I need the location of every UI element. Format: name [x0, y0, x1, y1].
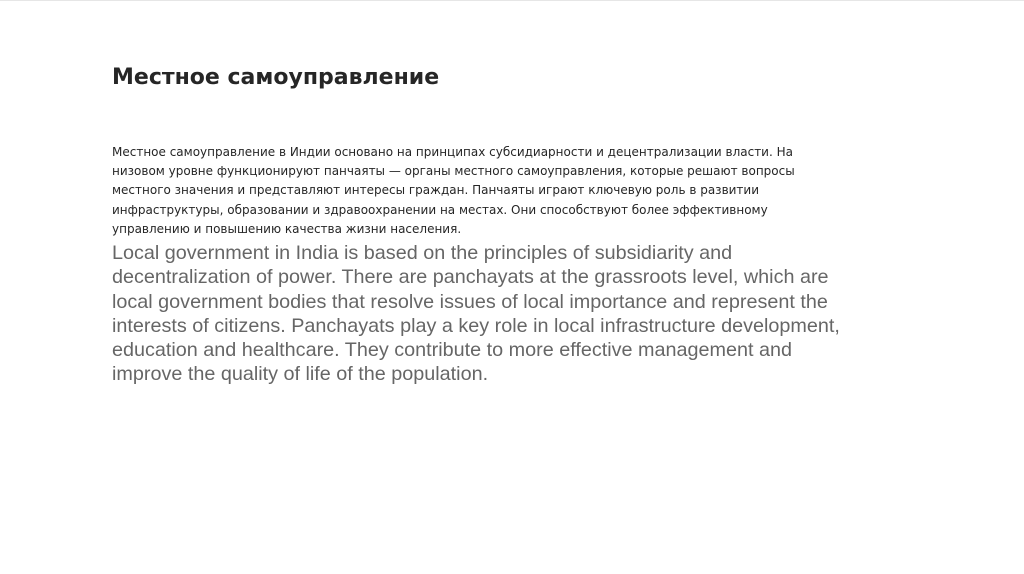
body-text-english — [112, 241, 912, 387]
body-ru-line: местного значения и представляют интересы граждан. Панчаяты играют ключевую роль в развитии — [112, 183, 760, 198]
body-ru-line: инфраструктуры, образовании и здравоохранении на местах. Они способствуют более эффективному — [112, 202, 768, 217]
body-en-line: decentralization of power. There are panchayats at the grassroots level, which are — [112, 266, 829, 289]
body-en-line: Local government in India is based on the principles of subsidiarity and — [112, 242, 733, 264]
body-en-line: interests of citizens. Panchayats play a key role in local infrastructure development, — [112, 314, 840, 337]
body-en-line: improve the quality of life of the population. — [112, 363, 489, 386]
body-en-line: education and healthcare. They contribute to more effective management and — [112, 339, 792, 362]
top-divider — [0, 0, 1024, 1]
body-en-line: local government bodies that resolve issues of local importance and represent the — [112, 290, 828, 313]
slide-title: Местное самоуправление — [112, 65, 440, 90]
body-ru-line: низовом уровне функционируют панчаяты — органы местного самоуправления, которые решают вопросы — [112, 164, 795, 179]
body-text-russian — [112, 143, 912, 239]
body-ru-line: Местное самоуправление в Индии основано на принципах субсидиарности и децентрализации власти. На — [112, 145, 793, 159]
body-ru-line: управлению и повышению качества жизни населения. — [112, 221, 462, 236]
